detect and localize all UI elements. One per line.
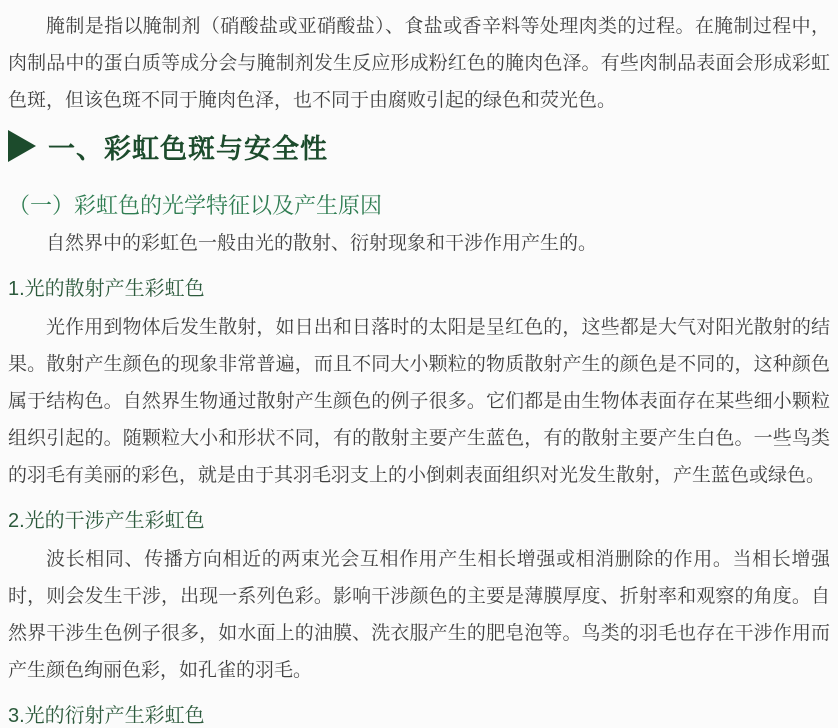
subsection-title: （一）彩虹色的光学特征以及产生原因 <box>8 193 383 218</box>
item-heading-scattering: 1.光的散射产生彩虹色 <box>8 278 205 300</box>
article <box>8 8 830 728</box>
triangle-bullet-icon <box>8 130 36 162</box>
item-body-interference: 波长相同、传播方向相近的两束光会互相作用产生相长增强或相消删除的作用。当相长增强时，则会发生干涉，出现一系列色彩。影响干涉颜色的主要是薄膜厚度、折射率和观察的角度。自然界干涉生色例子很多，如水面上的油膜、洗衣服产生的肥皂泡等。鸟类的羽毛也存在干涉作用而产生颜色绚丽色彩，如孔雀的羽毛。 <box>8 549 830 681</box>
section-title <box>8 130 830 162</box>
item-heading-diffraction: 3.光的衍射产生彩虹色 <box>8 705 205 727</box>
item-body-scattering: 光作用到物体后发生散射，如日出和日落时的太阳是呈红色的，这些都是大气对阳光散射的结果。散射产生颜色的现象非常普遍，而且不同大小颗粒的物质散射产生的颜色是不同的，这种颜色属于结构色。自然界生物通过散射产生颜色的例子很多。它们都是由生物体表面存在某些细小颗粒组织引起的。随颗粒大小和形状不同，有的散射主要产生蓝色，有的散射主要产生白色。一些鸟类的羽毛有美丽的彩色，就是由于其羽毛羽支上的小倒刺表面组织对光发生散射，产生蓝色或绿色。 <box>8 317 830 486</box>
subsection-intro-paragraph: 自然界中的彩虹色一般由光的散射、衍射现象和干涉作用产生的。 <box>46 233 598 254</box>
section-title-text: 一、彩虹色斑与安全性 <box>48 133 328 164</box>
intro-paragraph: 腌制是指以腌制剂（硝酸盐或亚硝酸盐）、食盐或香辛料等处理肉类的过程。在腌制过程中，肉制品中的蛋白质等成分会与腌制剂发生反应形成粉红色的腌肉色泽。有些肉制品表面会形成彩虹色斑，但该色斑不同于腌肉色泽，也不同于由腐败引起的绿色和荧光色。 <box>8 16 830 111</box>
item-heading-interference: 2.光的干涉产生彩虹色 <box>8 510 205 532</box>
